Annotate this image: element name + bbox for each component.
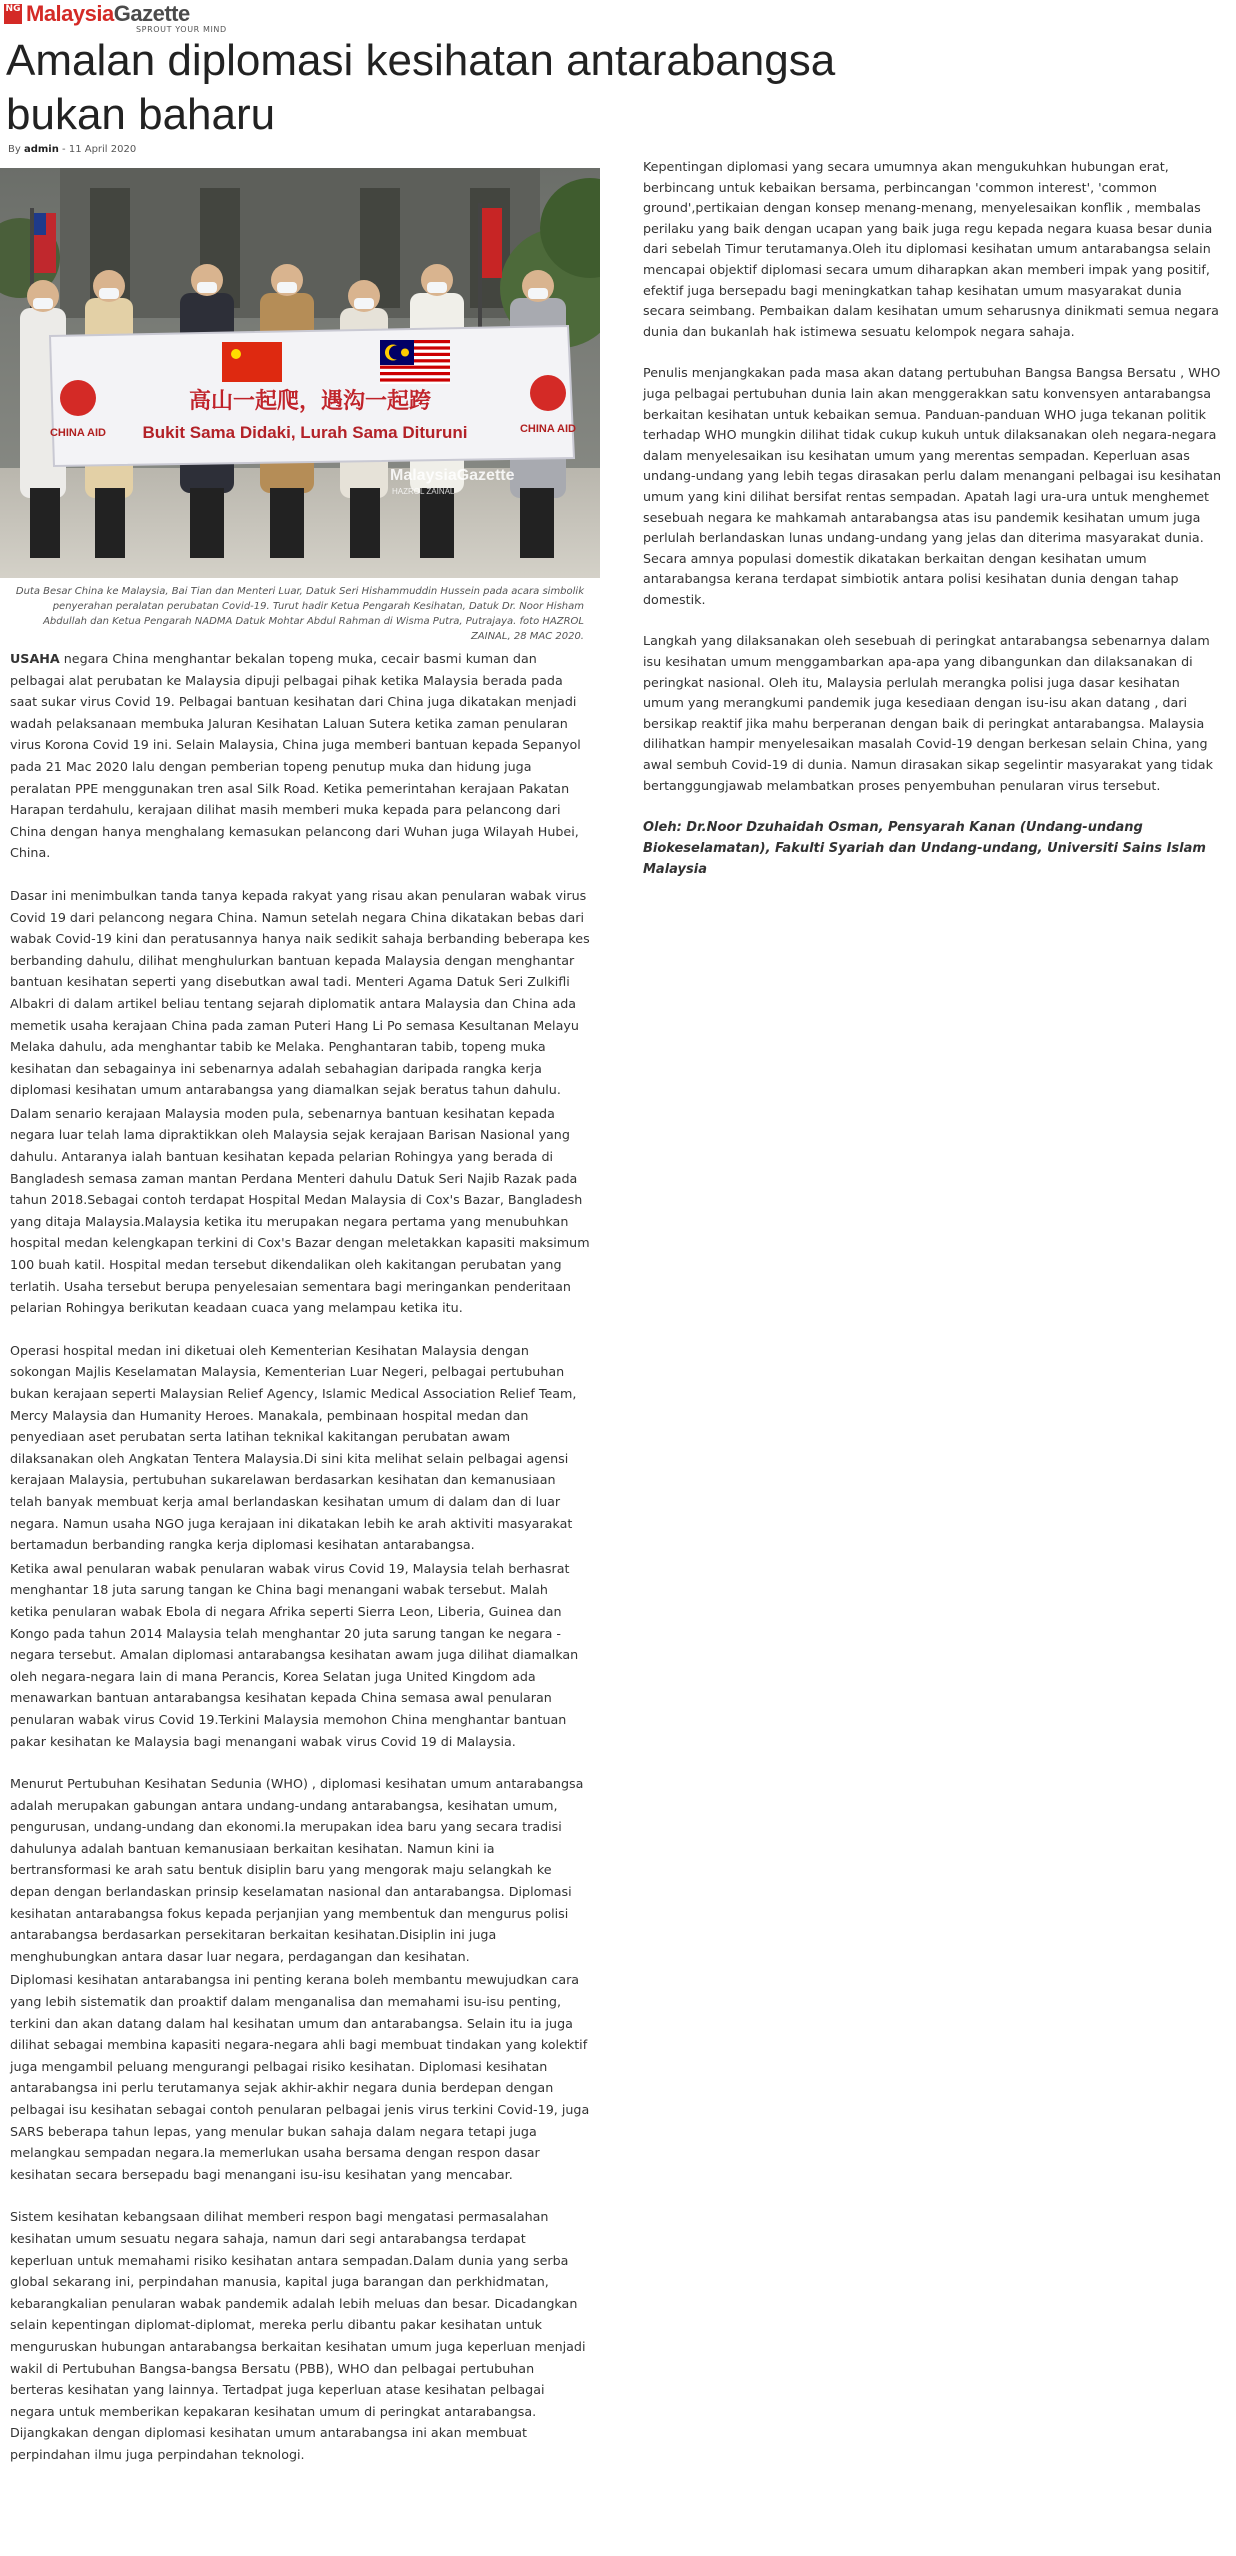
paragraph: Diplomasi kesihatan antarabangsa ini penting kerana boleh membantu mewujudkan cara yang lebih sistematik dan proaktif dalam menganalisa dan memahami isu-isu penting, terkini dan akan datang dalam hal kesihatan umum dan antarabangsa. Selain itu ia juga dilihat sebagai membina kapasiti negara-negara ahli bagi membuat tindakan yang kolektif juga mengambil peluang mengurangi pelbagai risiko kesihatan. Diplomasi kesihatan antarabangsa ini perlu terutamanya sejak akhir-akhir negara dunia berdepan dengan pelbagai isu kesihatan sebagai contoh penularan pelbagai jenis virus terkini Covid-19, juga SARS beberapa tahun lepas, yang menular bukan sahaja dalam negara tetapi juga melangkau sempadan negara.Ia memerlukan usaha bersama dengan respon dasar kesihatan secara bersepadu bagi menangani isu-isu kesihatan yang mencabar. xyxy=(10,1972,590,2182)
paragraph: Operasi hospital medan ini diketuai oleh Kementerian Kesihatan Malaysia dengan sokongan Majlis Keselamatan Malaysia, Kementerian Luar Negeri, pelbagai pertubuhan bukan kerajaan seperti Malaysian Relief Agency, Islamic Medical Association Relief Team, Mercy Malaysia dan Humanity Heroes. Manakala, pembinaan hospital medan dan penyediaan aset perubatan serta latihan teknikal kakitangan perubatan awam dilaksanakan oleh Angkatan Tentera Malaysia.Di sini kita melihat selain pelbagai agensi kerajaan Malaysia, pertubuhan sukarelawan berdasarkan kesihatan dan kemanusiaan telah banyak membuat kerja amal berlandaskan kesihatan umum di dalam dan di luar negara. Namun usaha NGO juga kerajaan ini dikatakan lebih ke arah aktiviti masyarakat bertamadun berbanding rangka kerja diplomasi kesihatan antarabangsa. xyxy=(10,1342,577,1553)
paragraph-text: negara China menghantar bekalan topeng muka, cecair basmi kuman dan pelbagai alat perubatan ke Malaysia dipuji pelbagai pihak ketika Malaysia berada pada saat sukar virus Covid 19. Pelbagai bantuan kesihatan dari China juga dikatakan menjadi wadah pelaksanaan membuka Jaluran Kesihatan Laluan Sutera ketika zaman penularan virus Korona Covid 19 ini. Selain Malaysia, China juga memberi bantuan kepada Sepanyol pada 21 Mac 2020 lalu dengan pemberian topeng penutup muka dan hidung juga peralatan PPE menggunakan tren asal Silk Road. Ketika pemerintahan kerajaan Pakatan Harapan terdahulu, kerajaan dilihat masih memberi muka kepada para pelancong dari China dengan hanya menghalang kemasukan pelancong dari Wuhan juga Wilayah Hubei, China. xyxy=(10,651,581,861)
byline-separator: - xyxy=(62,144,66,155)
logo-name-part2: Gazette xyxy=(113,1,190,26)
paragraph: Dasar ini menimbulkan tanda tanya kepada rakyat yang risau akan penularan wabak virus Covid 19 dari pelancong negara China. Namun setelah negara China dikatakan bebas dari wabak Covid-19 kini dan peratusannya hanya naik sedikit sahaja berbanding beberapa kes berbanding dahulu, dilihat menghulurkan bantuan kepada Malaysia dengan menghantar bantuan kesihatan seperti yang disebutkan awal tadi. Menteri Agama Datuk Seri Zulkifli Albakri di dalam artikel beliau tentang sejarah diplomatik antara Malaysia dan China ada memetik usaha kerajaan China pada zaman Puteri Hang Li Po semasa Kesultanan Melayu Melaka dahulu, ada menghantar tabib ke Melaka. Penghantaran tabib, topeng muka kesihatan dan sebagainya ini sebenarnya adalah sebahagian daripada rangka kerja diplomasi kesihatan umum antarabangsa yang diamalkan sejak beratus tahun dahulu. xyxy=(10,887,590,1098)
china-aid-left-text: CHINA AID xyxy=(49,427,107,439)
paragraph: Sistem kesihatan kebangsaan dilihat memberi respon bagi mengatasi permasalahan kesihatan umum sesuatu negara sahaja, namun dari segi antarabangsa terdapat keperluan untuk memahami risiko kesihatan antara sempadan.Dalam dunia yang serba global sekarang ini, perpindahan manusia, kapital juga barangan dan perkhidmatan, kebarangkalian penularan wabak pandemik adalah lebih meluas dan besar. Dicadangkan selain kepentingan diplomat-diplomat, mereka perlu dibantu pakar kesihatan untuk menguruskan hubungan antarabangsa berkaitan kesihatan umum juga keperluan menjadi wakil di Pertubuhan Bangsa-bangsa Bersatu (PBB), WHO dan pelbagai pertubuhan berteras kesihatan yang lainnya. Tertadpat juga keperluan atase kesihatan pelbagai negara untuk memberikan kepakaran kesihatan umum di peringkat antarabangsa. Dijangkakan dengan diplomasi kesihatan umum antarabangsa ini akan membuat perpindahan ilmu juga perpindahan teknologi. xyxy=(10,2209,586,2462)
photo-caption: Duta Besar China ke Malaysia, Bai Tian dan Menteri Luar, Datuk Seri Hishammuddin Hussein pada acara simbolik penyerahan peralatan perubatan Covid-19. Turut hadir Ketua Pengarah Kesihatan, Datuk Dr. Noor Hisham Abdullah dan Ketua Pengarah NADMA Datuk Mohtar Abdul Rahman di Wisma Putra, Putrajaya. foto HAZROL ZAINAL, 28 MAC 2020. xyxy=(15,586,584,642)
banner-slogan-text: Bukit Sama Didaki, Lurah Sama Dituruni xyxy=(142,423,468,442)
paragraph: Langkah yang dilaksanakan oleh sesebuah di peringkat antarabangsa sebenarnya dalam isu kesihatan umum menggambarkan apa-apa yang dibangunkan dan dilaksanakan di peringkat nasional. Oleh itu, Malaysia perlulah merangka polisi juga dasar kesihatan umum yang merangkumi pandemik juga kesediaan dengan isu-isu akan datang , dari bersikap reaktif jika mahu berperanan dengan baik di peringkat antarabangsa. Malaysia dilihatkan hampir menyelesaikan masalah Covid-19 dengan berkesan selain China, yang awal sembuh Covid-19 di dunia. Namun dirasakan sikap segelintir masyarakat yang tidak bertanggungjawab melambatkan proses penyembuhan penularan virus tersebut. xyxy=(643,633,1213,793)
logo-icon: NG xyxy=(4,4,22,24)
by-label: By xyxy=(8,144,21,155)
site-logo[interactable] xyxy=(4,1,244,34)
article-photo xyxy=(0,168,600,578)
banner-chinese-text: 高山一起爬，遇沟一起跨 xyxy=(188,389,432,414)
paragraph: Kepentingan diplomasi yang secara umumnya akan mengukuhkan hubungan erat, berbincang untuk kebaikan bersama, perbincangan 'common interest', 'common ground',pertikaian dengan konsep menang-menang, menyelesaikan konflik , membalas perilaku yang baik dengan ucapan yang baik juga regu kepada negara kuasa besar dunia dari sebelah Timur terutamanya.Oleh itu diplomasi kesihatan umum antarabangsa selain mencapai objektif diplomasi secara umum diharapkan akan memberi impak yang positif, efektif juga bersepadu bagi meningkatkan tahap kesihatan umum masyarakat dunia secara seimbang. Pembaikan dalam kesihatan umum seharusnya dinikmati semua negara dunia dan bukanlah hak istimewa sesuatu kelompok negara sahaja. xyxy=(643,159,1219,339)
author-link[interactable]: admin xyxy=(23,144,59,155)
paragraph xyxy=(10,648,590,864)
author-credit: Oleh: Dr.Noor Dzuhaidah Osman, Pensyarah Kanan (Undang-undang Biokeselamatan), Fakulti Syariah dan Undang-undang, Universiti Sains Islam Malaysia xyxy=(643,820,1206,878)
byline xyxy=(8,144,136,155)
china-aid-right-text: CHINA AID xyxy=(519,423,577,435)
article-body-left xyxy=(10,648,590,2487)
paragraph: Menurut Pertubuhan Kesihatan Sedunia (WHO) , diplomasi kesihatan umum antarabangsa adalah merupakan gabungan antara undang-undang antarabangsa, kesihatan umum, pengurusan, undang-undang dan ekonomi.Ia merupakan idea baru yang secara tradisi dahulunya adalah bantuan kemanusiaan berkaitan kesihatan. Namun kini ia bertransformasi ke arah satu bentuk disiplin baru yang mengorak maju selangkah ke depan dengan berlandaskan prinsip keselamatan nasional dan antarabangsa. Diplomasi kesihatan antarabangsa fokus kepada perjanjian yang membentuk dan mengurus polisi antarabangsa berdasarkan persekitaran berkaitan kesihatan.Disiplin ini juga menghubungkan antara dasar luar negara, perdagangan dan kesihatan. xyxy=(10,1776,584,1964)
photo-watermark: MalaysiaGazette xyxy=(390,467,515,484)
logo-wordmark xyxy=(26,1,190,27)
article-title: Amalan diplomasi kesihatan antarabangsa bukan baharu xyxy=(6,36,836,139)
article-body-right xyxy=(643,157,1223,901)
publish-date: 11 April 2020 xyxy=(68,144,137,155)
paragraph: Penulis menjangkakan pada masa akan datang pertubuhan Bangsa Bangsa Bersatu , WHO juga pelbagai pertubuhan dunia lain akan menggerakkan satu konvensyen antarabangsa berkaitan kesihatan untuk kebaikan semua. Panduan-panduan WHO juga tekanan politik terhadap WHO mungkin dilihat tidak cukup kukuh untuk dilaksanakan oleh negara-negara dalam menyelesaikan isu kesihatan umum yang merentas sempadan. Keperluan asas undang-undang yang lebih tegas dirasakan perlu dalam menangani pelbagai isu kesihatan umum yang kini dilihat bersifat rentas sempadan. Apatah lagi ura-ura untuk menghemet sesebuah negara ke mahkamah antarabangsa atas isu pandemik kesihatan umum juga perlulah berlandaskan lunas undang-undang yang jelas dan diterima masyarakat dunia. Secara amnya populasi domestik dikatakan berkaitan dengan kesihatan umum antarabangsa kerana terdapat simbiotik antara polisi kesihatan dunia dengan tahap domestik. xyxy=(643,365,1222,607)
paragraph: Ketika awal penularan wabak penularan wabak virus Covid 19, Malaysia telah berhasrat menghantar 18 juta sarung tangan ke China bagi menangani wabak tersebut. Malah ketika penularan wabak Ebola di negara Afrika seperti Sierra Leon, Liberia, Guinea dan Kongo pada tahun 2014 Malaysia telah menghantar 20 juta sarung tangan ke negara - negara tersebut. Amalan diplomasi antarabangsa kesihatan awam juga dilihat diamalkan oleh negara-negara lain di mana Perancis, Korea Selatan juga United Kingdom ada menawarkan bantuan antarabangsa kesihatan kepada China semasa awal penularan penularan wabak virus Covid 19.Terkini Malaysia memohon China menghantar bantuan pakar kesihatan ke Malaysia bagi menangani wabak virus Covid 19 di Malaysia. xyxy=(10,1560,579,1749)
logo-name-part1: Malaysia xyxy=(26,1,114,26)
photo-watermark-credit: HAZROL ZAINAL xyxy=(392,487,455,496)
lead-word: USAHA xyxy=(10,651,60,666)
logo-tagline: SPROUT YOUR MIND xyxy=(136,25,227,34)
paragraph: Dalam senario kerajaan Malaysia moden pula, sebenarnya bantuan kesihatan kepada negara luar telah lama dipraktikkan oleh Malaysia sejak kerajaan Barisan Nasional yang dahulu. Antaranya ialah bantuan kesihatan kepada pelarian Rohingya yang berada di Bangladesh semasa zaman mantan Perdana Menteri dahulu Datuk Seri Najib Razak pada tahun 2018.Sebagai contoh terdapat Hospital Medan Malaysia di Cox's Bazar, Bangladesh yang ditaja Malaysia.Malaysia ketika itu merupakan negara pertama yang menubuhkan hospital medan kelengkapan terkini di Cox's Bazar dengan meletakkan kapasiti maksimum 100 buah katil. Hospital medan tersebut dikendalikan oleh kakitangan perubatan yang terlatih. Usaha tersebut berupa penyelesaian sementara bagi meringankan penderitaan pelarian Rohingya berikutan keadaan cuaca yang melampau ketika itu. xyxy=(10,1105,590,1316)
photo-illustration xyxy=(0,168,600,578)
